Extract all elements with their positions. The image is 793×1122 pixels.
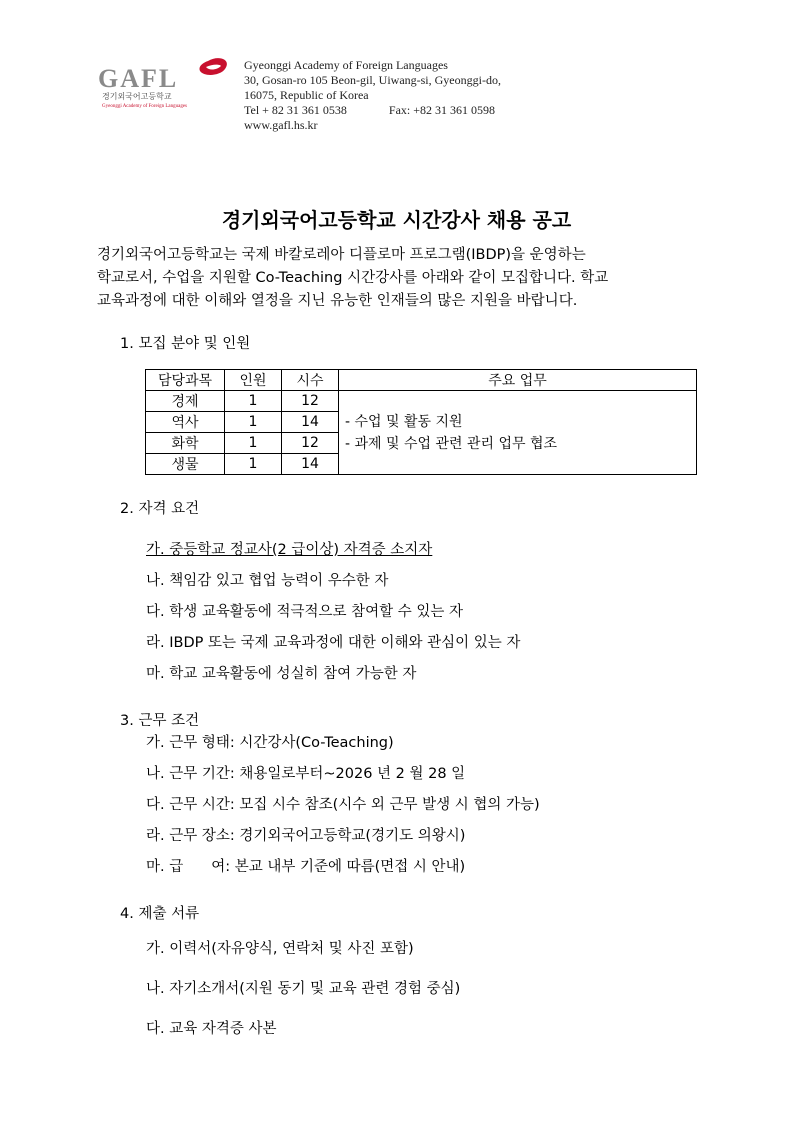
duty-line: - 과제 및 수업 관련 관리 업무 협조 [345, 435, 558, 452]
header-subject: 담당과목 [146, 370, 225, 391]
qualification-item: 가. 중등학교 정교사(2 급이상) 자격증 소지자 [146, 542, 433, 558]
cell-hours: 12 [282, 433, 339, 454]
cell-hours: 14 [282, 412, 339, 433]
cell-subject: 경제 [146, 391, 225, 412]
cell-subject: 역사 [146, 412, 225, 433]
cell-hours: 12 [282, 391, 339, 412]
duty-line: - 수업 및 활동 지원 [345, 413, 463, 430]
recruitment-table [145, 369, 697, 475]
condition-item [146, 855, 465, 876]
contact-line [244, 103, 501, 118]
address-line-1: 30, Gosan-ro 105 Beon-gil, Uiwang-si, Gyeonggi-do, [244, 73, 501, 87]
address-line-2: 16075, Republic of Korea [244, 88, 369, 102]
cell-count: 1 [225, 454, 282, 475]
qualification-item: 라. IBDP 또는 국제 교육과정에 대한 이해와 관심이 있는 자 [146, 635, 521, 651]
cell-duties [339, 391, 697, 475]
cell-subject: 화학 [146, 433, 225, 454]
cell-subject: 생물 [146, 454, 225, 475]
intro-line: 학교로서, 수업을 지원할 Co-Teaching 시간강사를 아래와 같이 모집합니다. 학교 [97, 270, 609, 286]
logo-wordmark: GAFL [98, 64, 179, 93]
header-hours: 시수 [282, 370, 339, 391]
qualification-item: 나. 책임감 있고 협업 능력이 우수한 자 [146, 573, 389, 589]
intro-line: 교육과정에 대한 이해와 열정을 지닌 유능한 인재들의 많은 지원을 바랍니다. [97, 293, 578, 309]
header-duties: 주요 업무 [339, 370, 697, 391]
table-header-row [146, 370, 697, 391]
condition-item: 가. 근무 형태: 시간강사(Co-Teaching) [146, 735, 394, 751]
section-4-heading: 4. 제출 서류 [120, 906, 200, 922]
logo-english-name: Gyeonggi Academy of Foreign Languages [102, 104, 187, 109]
cell-count: 1 [225, 412, 282, 433]
table-row [146, 391, 697, 412]
fax: Fax: +82 31 361 0598 [388, 103, 496, 117]
document-item: 가. 이력서(자유양식, 연락처 및 사진 포함) [146, 941, 414, 957]
section-1-heading: 1. 모집 분야 및 인원 [120, 336, 251, 352]
cell-count: 1 [225, 433, 282, 454]
qualification-item: 다. 학생 교육활동에 적극적으로 참여할 수 있는 자 [146, 604, 464, 620]
website: www.gafl.hs.kr [244, 118, 318, 132]
section-3-heading: 3. 근무 조건 [120, 713, 200, 729]
qualification-item: 마. 학교 교육활동에 성실히 참여 가능한 자 [146, 666, 417, 682]
tel: Tel + 82 31 361 0538 [244, 103, 347, 117]
document-item: 다. 교육 자격증 사본 [146, 1021, 277, 1037]
condition-item: 나. 근무 기간: 채용일로부터~2026 년 2 월 28 일 [146, 766, 466, 782]
school-name-en: Gyeonggi Academy of Foreign Languages [244, 58, 448, 72]
gafl-logo [96, 57, 246, 109]
cell-count: 1 [225, 391, 282, 412]
header-count: 인원 [225, 370, 282, 391]
logo-korean-name: 경기외국어고등학교 [102, 92, 172, 101]
intro-line: 경기외국어고등학교는 국제 바칼로레아 디플로마 프로그램(IBDP)을 운영하는 [97, 247, 586, 263]
document-item: 나. 자기소개서(지원 동기 및 교육 관련 경험 중심) [146, 981, 461, 997]
condition-item: 라. 근무 장소: 경기외국어고등학교(경기도 의왕시) [146, 828, 466, 844]
page-title: 경기외국어고등학교 시간강사 채용 공고 [221, 208, 572, 232]
condition-label: 마. 급 [146, 859, 184, 875]
section-2-heading: 2. 자격 요건 [120, 501, 200, 517]
letterhead-address-block [244, 58, 501, 133]
condition-item: 다. 근무 시간: 모집 시수 참조(시수 외 근무 발생 시 협의 가능) [146, 797, 540, 813]
cell-hours: 14 [282, 454, 339, 475]
condition-value: 여: 본교 내부 기준에 따름(면접 시 안내) [211, 859, 466, 875]
intro-paragraph [97, 244, 608, 313]
